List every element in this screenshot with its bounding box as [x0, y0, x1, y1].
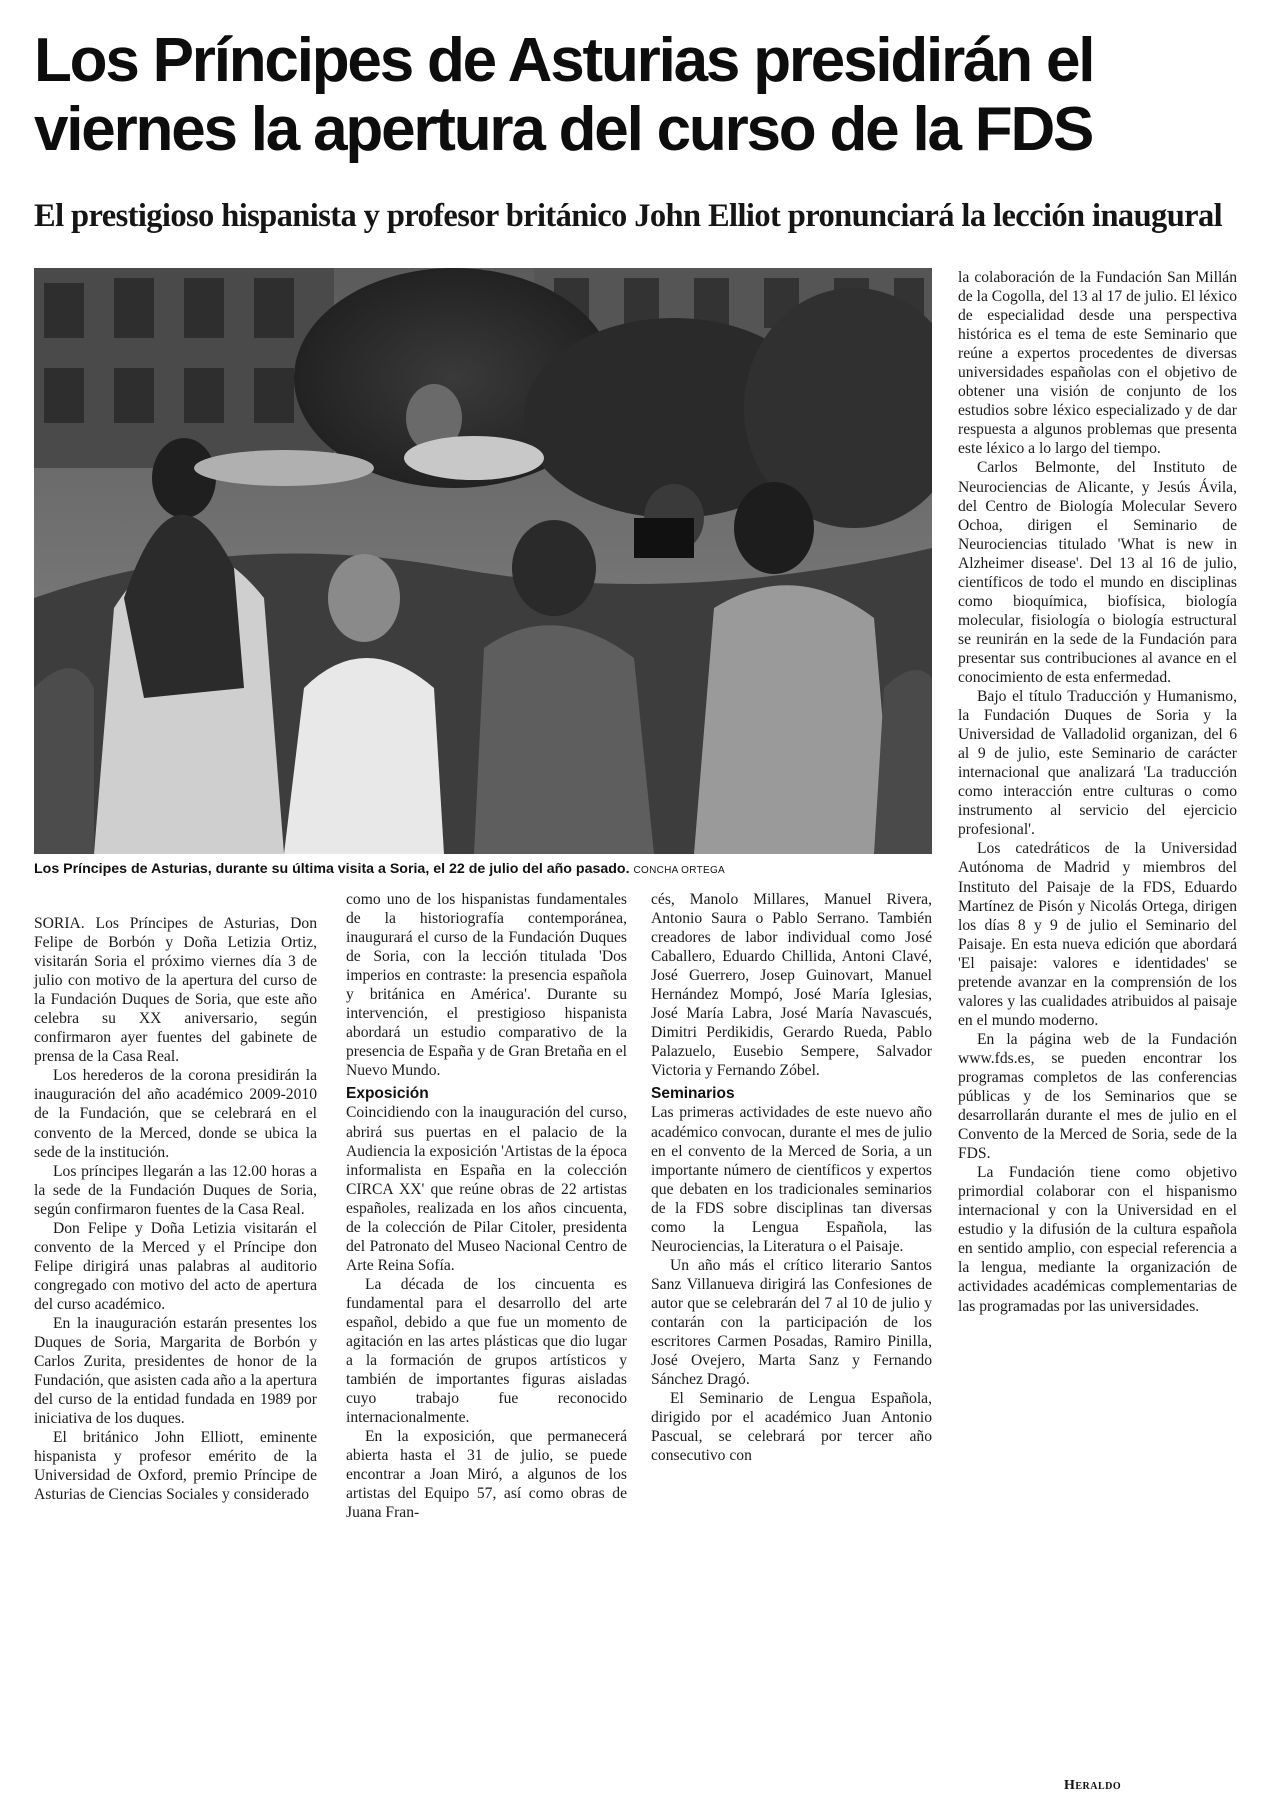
paragraph: SORIA. Los Príncipes de Asturias, Don Felipe de Borbón y Doña Letizia Ortiz, visitarán Soria el próximo viernes día 3 de julio con motivo de la apertura del curso de la Fundación Duques de Soria, que este año celebra su XX aniversario, según confirmaron ayer fuentes del gabinete de prensa de la Casa Real. [34, 915, 317, 1066]
paragraph: Un año más el crítico literario Santos Sanz Villanueva dirigirá las Confesiones de autor que se celebrarán del 7 al 10 de julio y contarán con la participación de los escritores Carmen Posadas, Ramiro Pinilla, José Ovejero, Marta Sanz y Fernando Sánchez Dragó. [651, 1256, 932, 1389]
photo-caption-text: Los Príncipes de Asturias, durante su última visita a Soria, el 22 de julio del año pasado. [34, 861, 630, 877]
paragraph: El británico John Elliott, eminente hispanista y profesor emérito de la Universidad de Oxford, premio Príncipe de Asturias de Ciencias Sociales y considerado [34, 1429, 317, 1504]
section-heading-seminarios: Seminarios [651, 1085, 735, 1103]
article-column-4 [958, 268, 1237, 1316]
publication-signature: Heraldo [1064, 1778, 1122, 1793]
paragraph: En la inauguración estarán presentes los Duques de Soria, Margarita de Borbón y Carlos Zurita, presidentes de honor de la Fundación, que asisten cada año a la apertura del curso de la entidad fundada en 1989 por iniciativa de los duques. [34, 1314, 317, 1428]
photo-caption [34, 860, 934, 880]
paragraph: Don Felipe y Doña Letizia visitarán el convento de la Merced y el Príncipe don Felipe dirigirá unas palabras al auditorio congregado con motivo del acto de apertura del curso académico. [34, 1219, 317, 1313]
headline: Los Príncipes de Asturias presidirán el viernes la apertura del curso de la FDS [34, 26, 1094, 164]
paragraph: En la página web de la Fundación www.fds.es, se pueden encontrar los programas completos de las conferencias públicas y de los Seminarios que se desarrollarán durante el mes de julio en el Convento de la Merced de Soria, sede de la FDS. [958, 1030, 1237, 1163]
paragraph: Carlos Belmonte, del Instituto de Neurociencias de Alicante, y Jesús Ávila, del Centro de Biología Molecular Severo Ochoa, dirigen el Seminario de Neurociencias titulado 'What is new in Alzheimer disease'. Del 13 al 16 de julio, científicos de todo el mundo en disciplinas como bioquímica, biofísica, biología molecular, fisiología o biología estructural se reunirán en la sede de la Fundación para presentar sus contribuciones al avance en el conocimiento de esta enfermedad. [958, 459, 1237, 686]
crowd-photo-image [34, 268, 932, 854]
article-column-3 [651, 890, 932, 1465]
paragraph: Los catedráticos de la Universidad Autónoma de Madrid y miembros del Instituto del Paisaje de la FDS, Eduardo Martínez de Pisón y Nicolás Ortega, dirigen los días 8 y 9 de julio el Seminario del Paisaje. En esta nueva edición que abordará 'El paisaje: valores e identidades' se pretende avanzar en la comprensión de los valores y las cualidades atribuidos al paisaje en el mundo moderno. [958, 840, 1237, 1029]
paragraph: como uno de los hispanistas fundamentales de la historiografía contemporánea, inaugurará el curso de la Fundación Duques de Soria, con la lección titulada 'Dos imperios en contraste: la presencia española y británica en América'. Durante su intervención, el prestigioso hispanista abordará un estudio comparativo de la presencia de España y de Gran Bretaña en el Nuevo Mundo. [346, 891, 627, 1080]
paragraph: cés, Manolo Millares, Manuel Rivera, Antonio Saura o Pablo Serrano. También creadores de labor individual como José Caballero, Eduardo Chillida, Antoni Clavé, José Guerrero, Josep Guinovart, Manuel Hernández Mompó, José María Iglesias, José María Labra, José María Navascués, Dimitri Perdikidis, Gerardo Rueda, Pablo Palazuelo, Eusebio Sempere, Salvador Victoria y Fernando Zóbel. [651, 891, 932, 1080]
article-column-1 [34, 914, 317, 1504]
paragraph: La Fundación tiene como objetivo primordial colaborar con el hispanismo internacional y con la Universidad en el estudio y la difusión de la cultura española en sentido amplio, con especial referencia a la lengua, mediante la organización de actividades académicas complementarias de las programadas por las universidades. [958, 1164, 1237, 1315]
paragraph: El Seminario de Lengua Española, dirigido por el académico Juan Antonio Pascual, se celebrará por tercer año consecutivo con [651, 1390, 932, 1465]
paragraph: Las primeras actividades de este nuevo año académico convocan, durante el mes de julio en el convento de la Merced de Soria, a un importante número de científicos y expertos que debaten en los tradicionales seminarios de la FDS sobre disciplinas tan diversas como la Lengua Española, las Neurociencias, la Literatura o el Paisaje. [651, 1104, 932, 1255]
paragraph: Los príncipes llegarán a las 12.00 horas a la sede de la Fundación Duques de Soria, según confirmaron fuentes de la Casa Real. [34, 1162, 317, 1218]
section-heading-exposicion: Exposición [346, 1085, 429, 1103]
photo-credit: CONCHA ORTEGA [633, 865, 725, 876]
subheadline: El prestigioso hispanista y profesor británico John Elliot pronunciará la lección inaugural [34, 198, 1223, 234]
paragraph: En la exposición, que permanecerá abierta hasta el 31 de julio, se puede encontrar a Joan Miró, a algunos de los artistas del Equipo 57, así como obras de Juana Fran- [346, 1428, 627, 1522]
paragraph: Coincidiendo con la inauguración del curso, abrirá sus puertas en el palacio de la Audiencia la exposición 'Artistas de la época informalista en España en la colección CIRCA XX' que reúne obras de 22 artistas españoles, realizada en los años cincuenta, de la colección de Pilar Citoler, presidenta del Patronato del Museo Nacional Centro de Arte Reina Sofía. [346, 1104, 627, 1274]
news-photo [34, 268, 932, 854]
paragraph: La década de los cincuenta es fundamental para el desarrollo del arte español, debido a que fue un momento de agitación en las artes plásticas que dio lugar a la formación de grupos artísticos y también de importantes figuras aisladas cuyo trabajo fue reconocido internacionalmente. [346, 1275, 627, 1427]
paragraph: la colaboración de la Fundación San Millán de la Cogolla, del 13 al 17 de julio. El léxico de especialidad desde una perspectiva histórica es el tema de este Seminario que reúne a expertos procedentes de diversas universidades españolas con el objetivo de obtener una visión de conjunto de los estudios sobre léxico especializado y de dar respuesta a algunos problemas que presenta este léxico a lo largo del tiempo. [958, 269, 1237, 458]
paragraph: Los herederos de la corona presidirán la inauguración del año académico 2009-2010 de la Fundación, que se celebrará en el convento de la Merced, donde se ubica la sede de la institución. [34, 1067, 317, 1161]
article-column-2 [346, 890, 627, 1523]
paragraph: Bajo el título Traducción y Humanismo, la Fundación Duques de Soria y la Universidad de Valladolid organizan, del 6 al 9 de julio, este Seminario de carácter internacional que analizará 'La traducción como interacción entre culturas o como instrumento al servicio del ejercicio profesional'. [958, 688, 1237, 839]
